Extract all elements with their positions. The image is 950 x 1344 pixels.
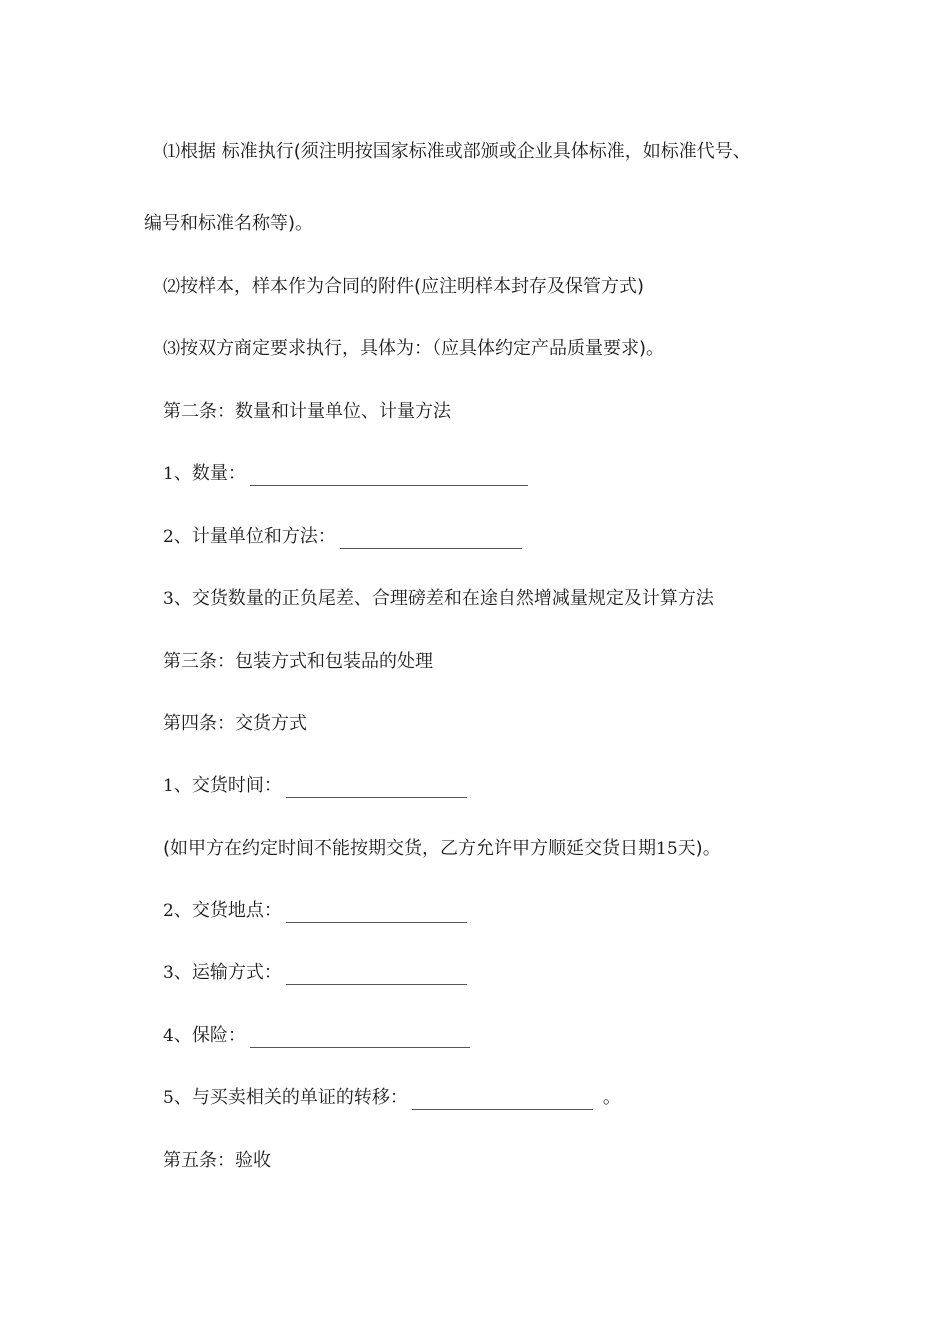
item-text: 根据 标准执行(须注明按国家标准或部颁或企业具体标准，如标准代号、 — [180, 141, 751, 162]
quality-item-2 — [163, 275, 644, 299]
insurance-blank[interactable] — [250, 1027, 470, 1048]
item-number: 1 — [163, 776, 174, 796]
transport-line — [163, 961, 467, 985]
item-label: 、计量单位和方法： — [173, 526, 336, 547]
item-number: 3 — [163, 589, 174, 609]
quantity-blank[interactable] — [250, 465, 528, 486]
item-number: ⑶ — [163, 339, 180, 359]
documents-transfer-blank[interactable] — [412, 1089, 593, 1110]
note-days: 15 — [656, 839, 678, 859]
item-number: ⑴ — [163, 142, 180, 162]
item-text: 按双方商定要求执行，具体为：（应具体约定产品质量要求)。 — [180, 338, 665, 359]
note-text-post: 天)。 — [677, 838, 721, 859]
article-5-heading: 第五条：验收 — [163, 1150, 271, 1171]
transport-blank[interactable] — [286, 964, 467, 985]
item-number: 2 — [163, 527, 174, 547]
unit-method-line — [163, 525, 522, 549]
delivery-time-line — [163, 774, 467, 798]
item-number: 4 — [163, 1026, 174, 1046]
quality-item-1-continuation: 编号和标准名称等)。 — [144, 213, 314, 234]
documents-transfer-line — [163, 1086, 621, 1110]
line-end-punctuation: 。 — [602, 1087, 621, 1108]
quality-item-3 — [163, 337, 664, 361]
item-number: 1 — [163, 464, 174, 484]
delivery-place-blank[interactable] — [286, 902, 467, 923]
item-label: 、运输方式： — [173, 962, 282, 983]
article-3-heading: 第三条：包装方式和包装品的处理 — [163, 651, 433, 672]
delivery-note — [163, 837, 721, 861]
item-number: 2 — [163, 901, 174, 921]
article-4-heading: 第四条：交货方式 — [163, 713, 307, 734]
quality-item-1 — [163, 140, 751, 164]
item-label: 、数量： — [173, 463, 246, 484]
item-number: 5 — [163, 1088, 174, 1108]
item-label: 、保险： — [173, 1025, 246, 1046]
delivery-time-blank[interactable] — [286, 777, 467, 798]
unit-method-blank[interactable] — [340, 528, 522, 549]
insurance-line — [163, 1024, 470, 1048]
note-text-pre: (如甲方在约定时间不能按期交货，乙方允许甲方顺延交货日期 — [163, 838, 657, 859]
delivery-place-line — [163, 899, 467, 923]
item-number: ⑵ — [163, 277, 180, 297]
quantity-line — [163, 462, 528, 486]
item-label: 、交货时间： — [173, 775, 282, 796]
article-2-heading: 第二条：数量和计量单位、计量方法 — [163, 401, 451, 422]
item-number: 3 — [163, 963, 174, 983]
item-label: 、交货地点： — [173, 900, 282, 921]
item-label: 、与买卖相关的单证的转移： — [173, 1087, 408, 1108]
item-label: 、交货数量的正负尾差、合理磅差和在途自然增减量规定及计算方法 — [173, 588, 714, 609]
item-text: 按样本，样本作为合同的附件(应注明样本封存及保管方式) — [180, 276, 645, 297]
tolerance-line — [163, 587, 714, 611]
